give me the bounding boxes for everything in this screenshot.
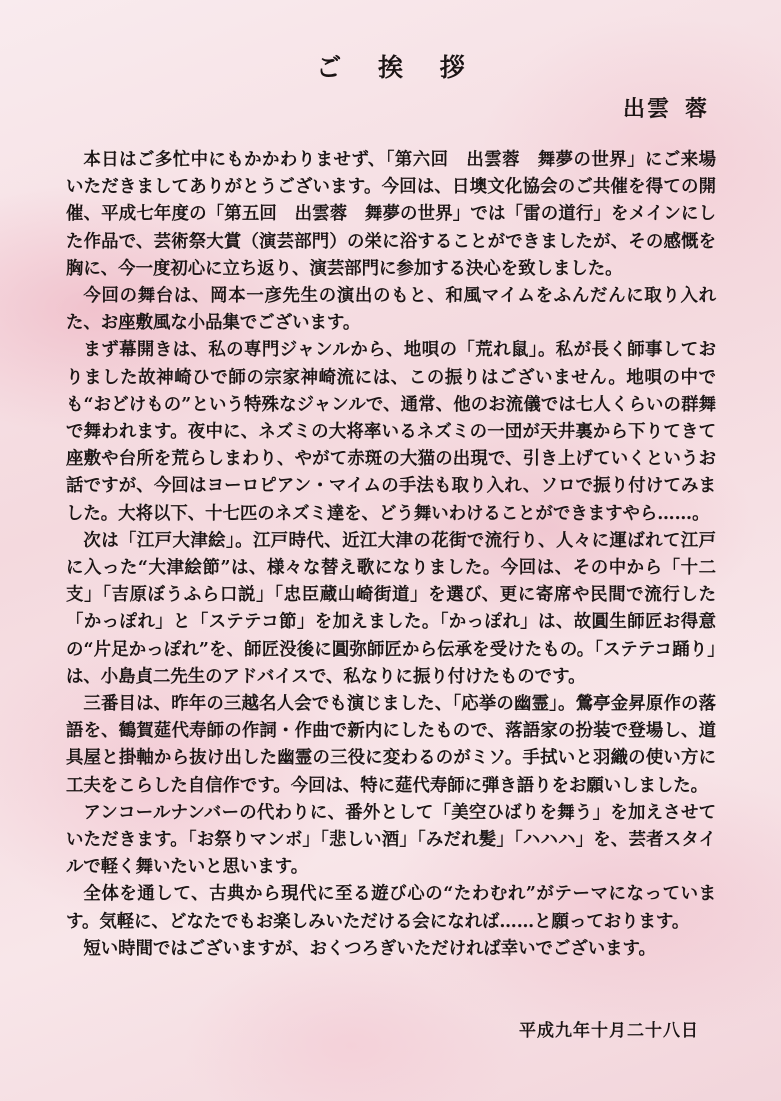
paragraph-third-piece: 三番目は、昨年の三越名人会でも演じました、「応挙の幽霊」。鶯亭金昇原作の落語を、鶴賀莚代寿師の作詞・作曲で新内にしたもので、落語家の扮装で登場し、道具屋と掛軸から抜け出した幽霊の三役に変わるのがミソ。手拭いと羽織の使い方に工夫をこらした自信作です。今回は、特に莚代寿師に弾き語りをお願いしました。 [66, 694, 716, 796]
author-family-name: 出雲 [622, 96, 671, 122]
paragraph-second-piece: 次は「江戸大津絵」。江戸時代、近江大津の花街で流行り、人々に運ばれて江戸に入った“大津絵節”は、様々な替え歌になりました。今回は、その中から「十二支」「吉原ぼうふら口説」「忠臣蔵山崎街道」を選び、更に寄席や民間で流行した「かっぽれ」と「ステテコ節」を加えました。「かっぽれ」は、故圓生師匠お得意の“片足かっぽれ”を、師匠没後に圓弥師匠から伝承を受けたもの。「ステテコ踊り」は、小島貞二先生のアドバイスで、私なりに振り付けたものです。 [66, 530, 716, 687]
paragraph-encore: アンコールナンバーの代わりに、番外として「美空ひばりを舞う」を加えさせていただきます。「お祭りマンボ」「悲しい酒」「みだれ髪」「ハハハ」を、芸者スタイルで軽く舞いたいと思います。 [66, 802, 716, 878]
author-given-name: 蓉 [684, 96, 709, 122]
paragraph-theme: 全体を通して、古典から現代に至る遊び心の“たわむれ”がテーマになっています。気軽に、どなたでもお楽しみいただける会になれば……と願っております。 [66, 884, 716, 932]
paragraph-stage: 今回の舞台は、岡本一彦先生の演出のもと、和風マイムをふんだんに取り入れた、お座敷風な小品集でございます。 [66, 286, 716, 334]
paragraph-intro: 本日はご多忙中にもかかわりませず、「第六回 出雲蓉 舞夢の世界」にご来場いただきましてありがとうございます。今回は、日墺文化協会のご共催を得ての開催、平成七年度の「第五回 出雲蓉 舞夢の世界」では「雷の道行」をメインにした作品で、芸術祭大賞（演芸部門）の栄に浴することができましたが、その感慨を胸に、今一度初心に立ち返り、演芸部門に参加する決心を致しました。 [66, 150, 716, 279]
paragraph-closing: 短い時間ではございますが、おくつろぎいただければ幸いでございます。 [83, 938, 656, 959]
document-date: 平成九年十月二十八日 [519, 1021, 699, 1041]
paragraph-first-piece: まず幕開きは、私の専門ジャンルから、地唄の「荒れ鼠」。私が長く師事しておりました故神崎ひで師の宗家神崎流には、この振りはございません。地唄の中でも“おどけもの”という特殊なジャンルで、通常、他のお流儀では七人くらいの群舞で舞われます。夜中に、ネズミの大将率いるネズミの一団が天井裏から下りてきて座敷や台所を荒らしまわり、やがて赤斑の大猫の出現で、引き上げていくというお話ですが、今回はヨーロピアン・マイムの手法も取り入れ、ソロで振り付けてみました。大将以下、十七匹のネズミ達を、どう舞いわけることができますやら……。 [66, 340, 716, 524]
author-name [623, 92, 709, 123]
greeting-body [66, 147, 716, 963]
page-title: ご 挨 拶 [316, 53, 479, 82]
